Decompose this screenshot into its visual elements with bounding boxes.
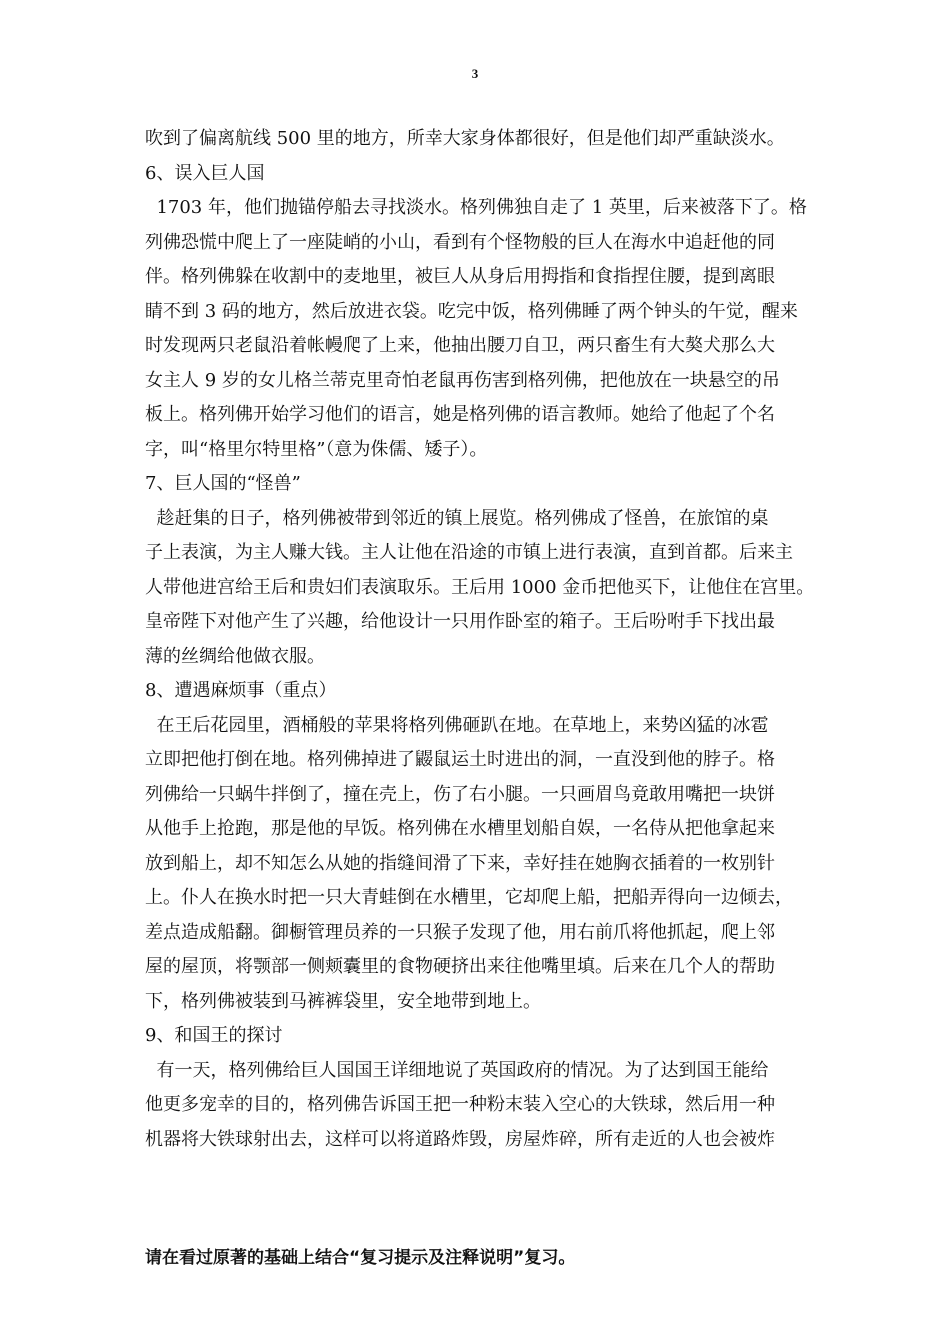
- section-heading: 8、遭遇麻烦事（重点）: [145, 680, 337, 701]
- text-line: 在王后花园里，酒桶般的苹果将格列佛砸趴在地。在草地上，来势凶猛的冰雹: [145, 714, 769, 736]
- text-line: 列佛恐慌中爬上了一座陡峭的小山，看到有个怪物般的巨人在海水中追赶他的同: [145, 231, 775, 253]
- page-number: 3: [471, 66, 479, 81]
- text-line: 皇帝陛下对他产生了兴趣，给他设计一只用作卧室的箱子。王后吩咐手下找出最: [145, 611, 775, 632]
- text-line: 时发现两只老鼠沿着帐幔爬了上来，他抽出腰刀自卫，两只畜生有大獒犬那么大: [145, 335, 775, 356]
- text-line: 有一天，格列佛给巨人国国王详细地说了英国政府的情况。为了达到国王能给: [145, 1059, 769, 1081]
- text-line: 上。仆人在换水时把一只大青蛙倒在水槽里，它却爬上船，把船弄得向一边倾去，: [145, 887, 793, 908]
- section-heading: 9、和国王的探讨: [145, 1025, 283, 1046]
- text-line: 板上。格列佛开始学习他们的语言，她是格列佛的语言教师。她给了他起了个名: [145, 404, 775, 425]
- text-line: 睛不到 3 码的地方，然后放进衣袋。吃完中饭，格列佛睡了两个钟头的午觉，醒来: [145, 300, 798, 322]
- text-line: 薄的丝绸给他做衣服。: [145, 645, 325, 667]
- text-line: 子上表演，为主人赚大钱。主人让他在沿途的市镇上进行表演，直到首都。后来主: [145, 542, 793, 563]
- text-line: 列佛给一只蜗牛拌倒了，撞在壳上，伤了右小腿。一只画眉鸟竟敢用嘴把一块饼: [145, 783, 775, 805]
- text-line: 他更多宠幸的目的，格列佛告诉国王把一种粉末装入空心的大铁球，然后用一种: [145, 1094, 775, 1115]
- document-body: [145, 122, 825, 1157]
- text-line: 屋的屋顶，将颚部一侧颊囊里的食物硬挤出来往他嘴里填。后来在几个人的帮助: [145, 956, 775, 977]
- text-line: 字，叫“格里尔特里格”（意为侏儒、矮子）。: [145, 438, 488, 460]
- text-line: 放到船上，却不知怎么从她的指缝间滑了下来，幸好挂在她胸衣插着的一枚别针: [145, 852, 775, 874]
- text-line: 1703 年，他们抛锚停船去寻找淡水。格列佛独自走了 1 英里，后来被落下了。格: [145, 197, 807, 218]
- text-line: 从他手上抢跑，那是他的早饭。格列佛在水槽里划船自娱，一名侍从把他拿起来: [145, 818, 775, 839]
- section-heading: 6、误入巨人国: [145, 162, 265, 184]
- text-line: 趁赶集的日子，格列佛被带到邻近的镇上展览。格列佛成了怪兽，在旅馆的桌: [145, 507, 769, 529]
- text-line: 女主人 9 岁的女儿格兰蒂克里奇怕老鼠再伤害到格列佛，把他放在一块悬空的吊: [145, 369, 780, 391]
- text-line: 吹到了偏离航线 500 里的地方，所幸大家身体都很好，但是他们却严重缺淡水。: [145, 128, 785, 149]
- text-line: 立即把他打倒在地。格列佛掉进了鼹鼠运土时进出的洞，一直没到他的脖子。格: [145, 749, 775, 770]
- text-line: 机器将大铁球射出去，这样可以将道路炸毁，房屋炸碎，所有走近的人也会被炸: [145, 1128, 775, 1150]
- text-line: 差点造成船翻。御橱管理员养的一只猴子发现了他，用右前爪将他抓起，爬上邻: [145, 921, 775, 943]
- review-note-footer: 请在看过原著的基础上结合“复习提示及注释说明”复习。: [145, 1248, 576, 1268]
- text-line: 下，格列佛被装到马裤裤袋里，安全地带到地上。: [145, 990, 541, 1012]
- section-heading: 7、巨人国的“怪兽”: [145, 473, 301, 494]
- text-line: 人带他进宫给王后和贵妇们表演取乐。王后用 1000 金币把他买下，让他住在宫里。: [145, 576, 815, 598]
- text-line: 伴。格列佛躲在收割中的麦地里，被巨人从身后用拇指和食指捏住腰，提到离眼: [145, 266, 775, 287]
